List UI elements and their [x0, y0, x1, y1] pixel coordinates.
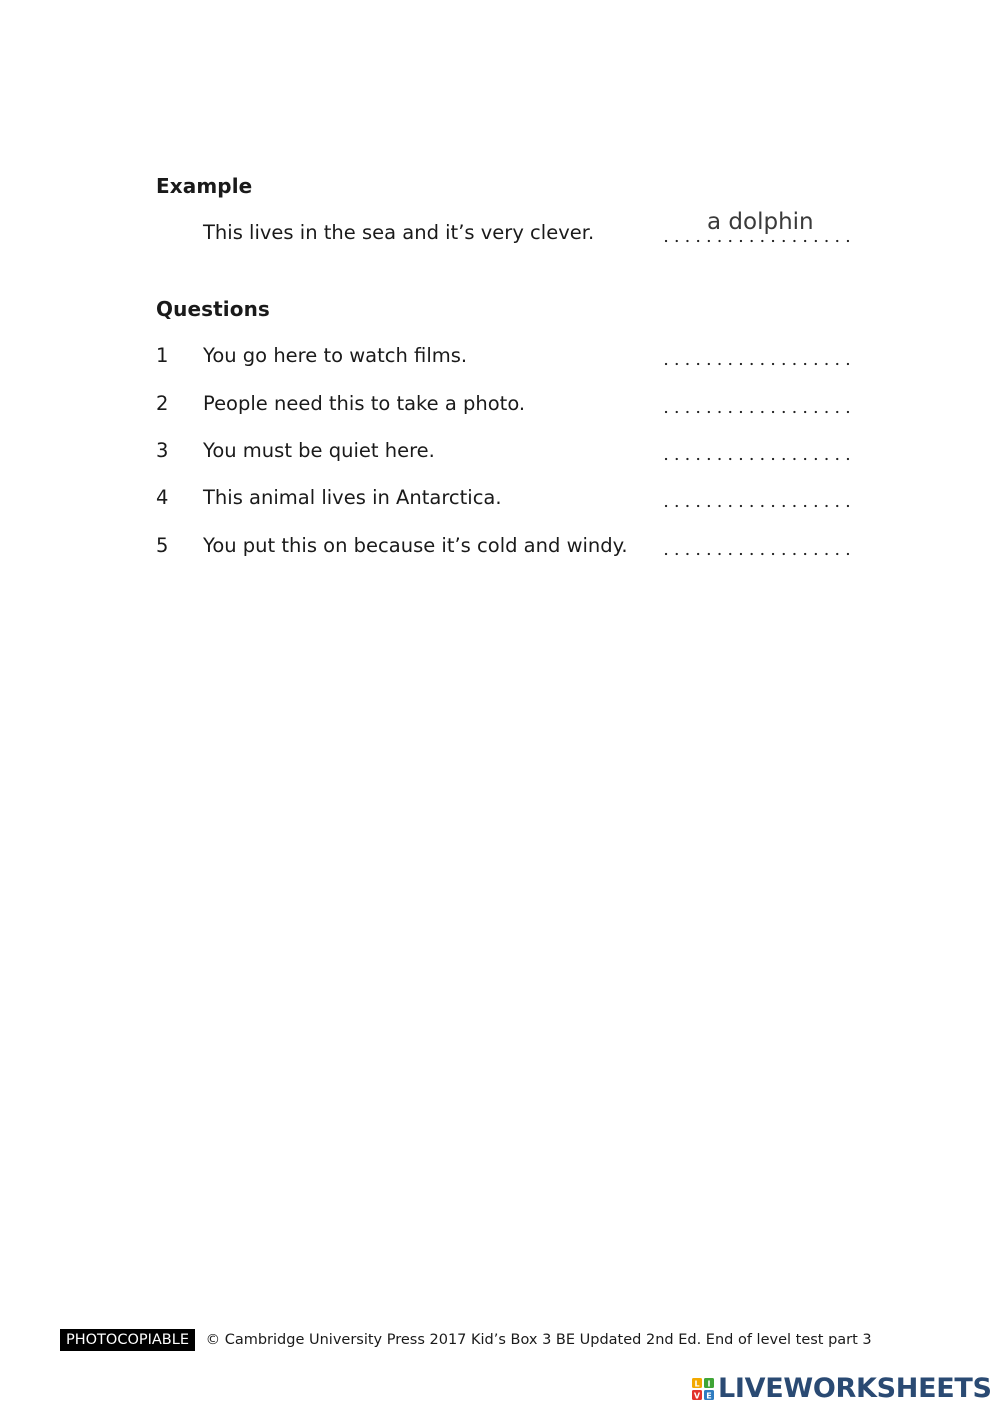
question-row	[156, 486, 860, 516]
logo-letter: V	[693, 1391, 701, 1401]
photocopiable-badge: PHOTOCOPIABLE	[60, 1329, 195, 1351]
question-text: You put this on because it’s cold and windy.	[203, 534, 628, 557]
answer-field[interactable]	[664, 486, 860, 516]
question-number: 5	[156, 534, 169, 557]
question-number: 1	[156, 344, 169, 367]
question-row	[156, 439, 860, 469]
dotted-line	[664, 392, 860, 422]
logo-letter: E	[706, 1391, 712, 1401]
questions-heading: Questions	[156, 297, 270, 321]
question-text: You go here to watch films.	[203, 344, 468, 367]
question-number: 3	[156, 439, 169, 462]
question-text: People need this to take a photo.	[203, 392, 526, 415]
dotted-line	[664, 486, 860, 516]
example-row	[156, 209, 860, 251]
example-answer-field[interactable]	[664, 209, 860, 251]
question-number: 2	[156, 392, 169, 415]
question-row	[156, 392, 860, 422]
answer-field[interactable]	[664, 344, 860, 374]
dotted-line	[664, 439, 860, 469]
liveworksheets-logo-icon	[692, 1378, 714, 1402]
copyright-notice: © Cambridge University Press 2017 Kid’s Box 3 BE Updated 2nd Ed. End of level test part 3	[205, 1332, 872, 1348]
brand-name: LIVEWORKSHEETS	[718, 1373, 992, 1404]
question-row	[156, 344, 860, 374]
question-text: This animal lives in Antarctica.	[203, 486, 502, 509]
answer-field[interactable]	[664, 439, 860, 469]
example-heading: Example	[156, 174, 253, 198]
logo-letter: L	[694, 1379, 700, 1389]
example-answer: a dolphin	[707, 209, 814, 235]
question-text: You must be quiet here.	[203, 439, 435, 462]
example-question: This lives in the sea and it’s very clever.	[203, 221, 595, 244]
answer-field[interactable]	[664, 392, 860, 422]
dotted-line	[664, 534, 860, 564]
question-row	[156, 534, 860, 564]
answer-field[interactable]	[664, 534, 860, 564]
logo-letter: I	[707, 1379, 711, 1389]
footer	[60, 1329, 872, 1355]
dotted-line	[664, 344, 860, 374]
question-number: 4	[156, 486, 169, 509]
